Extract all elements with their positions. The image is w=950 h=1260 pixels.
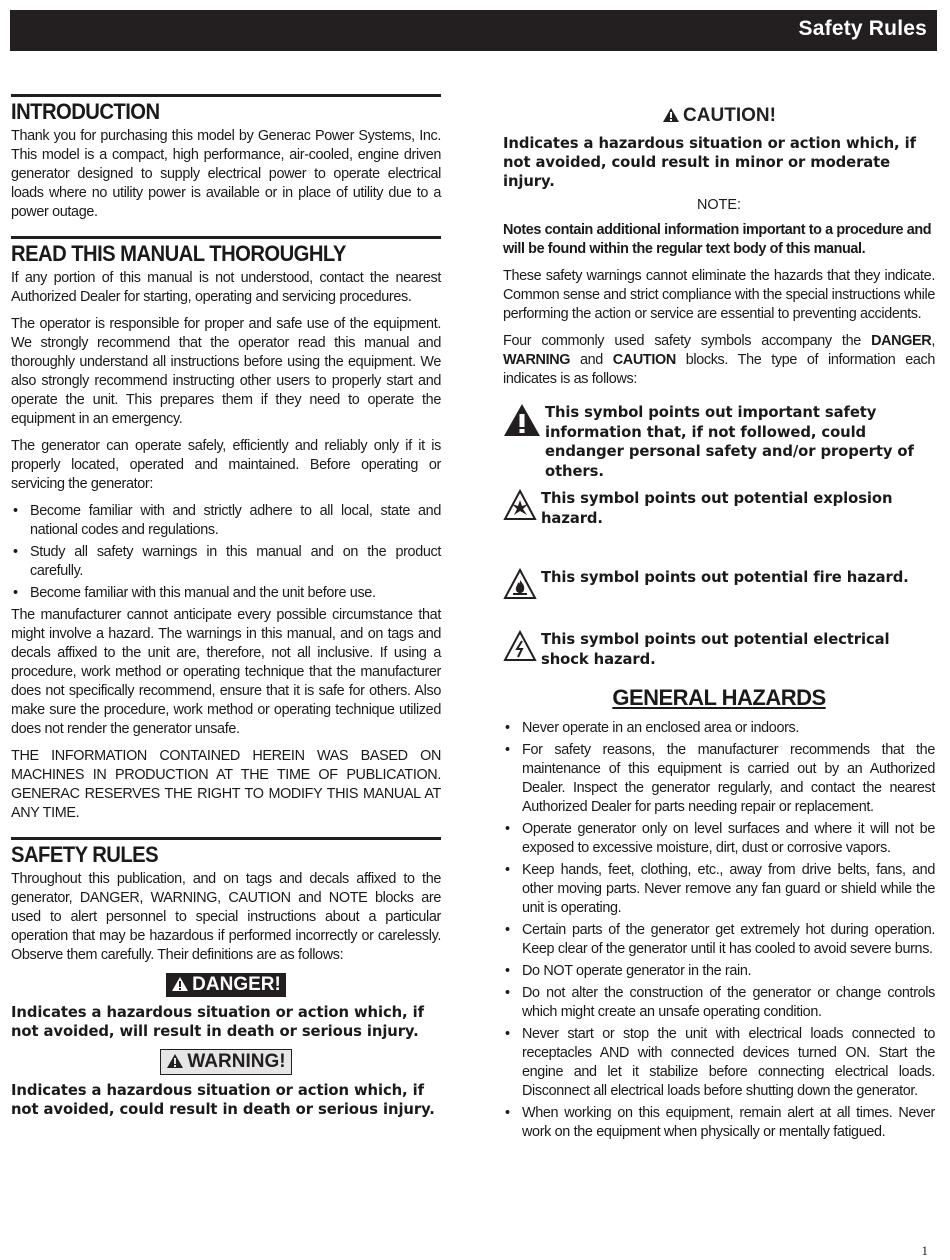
text-run: WARNING xyxy=(503,352,571,368)
caution-block xyxy=(503,104,935,128)
caution-definition: Indicates a hazardous situation or action which, if not avoided, could result in minor or moderate injury. xyxy=(503,135,916,190)
safety-rules-heading: SAFETY RULES xyxy=(11,842,159,867)
read-manual-list xyxy=(11,502,441,603)
text-run: blocks. The type of information each indicates is as follows: xyxy=(503,352,935,387)
general-hazards-heading: GENERAL HAZARDS xyxy=(612,685,826,710)
read-manual-paragraph: The operator is responsible for proper and safe use of the equipment. We strongly recommend that the operator read this manual and thoroughly understand all instructions before using the equipment. We also strongly recommend instructing other users to properly start and operate the unit. This prepares them if they need to operate the equipment in an emergency. xyxy=(11,316,441,427)
list-item: • When working on this equipment, remain alert at all times. Never work on the equipment when physically or mentally fatigued. xyxy=(503,1104,935,1142)
introduction-section xyxy=(11,94,441,222)
list-item: • For safety reasons, the manufacturer recommends that the maintenance of this equipment is carried out by an Authorized Dealer. Inspect the generator regularly, and contact the nearest Authorized Dealer for parts needing repair or replacement. xyxy=(503,741,935,817)
danger-label: DANGER! xyxy=(192,974,281,995)
section-rule xyxy=(11,837,441,840)
list-item: • Become familiar with and strictly adhere to all local, state and national codes and regulations. xyxy=(11,502,441,540)
symbol-description: This symbol points out potential electrical shock hazard. xyxy=(541,631,890,668)
section-rule xyxy=(11,94,441,97)
exclamation-icon xyxy=(503,403,541,437)
warning-label: WARNING! xyxy=(187,1051,286,1072)
symbol-description: This symbol points out potential explosion hazard. xyxy=(541,490,893,527)
page-number: 1 xyxy=(921,1243,928,1258)
introduction-heading: INTRODUCTION xyxy=(11,99,160,124)
symbol-row xyxy=(503,489,935,528)
read-manual-paragraph: THE INFORMATION CONTAINED HEREIN WAS BASED ON MACHINES IN PRODUCTION AT THE TIME OF PUBLICATION. GENERAC RESERVES THE RIGHT TO MODIFY THIS MANUAL AT ANY TIME. xyxy=(11,748,441,821)
caution-badge xyxy=(657,104,781,128)
warning-definition: Indicates a hazardous situation or action which, if not avoided, could result in death or serious injury. xyxy=(11,1082,435,1118)
text-run: , xyxy=(931,333,935,349)
introduction-body: Thank you for purchasing this model by Generac Power Systems, Inc. This model is a compact, high performance, air-cooled, engine driven generator designed to supply electrical power to operate electrical loads where no utility power is available or in place of utility due to a power outage. xyxy=(11,128,441,220)
explosion-icon xyxy=(503,489,537,521)
caution-label: CAUTION! xyxy=(683,105,776,126)
warning-triangle-icon xyxy=(662,107,680,123)
note-label: NOTE: xyxy=(697,197,741,213)
symbol-description: This symbol points out important safety information that, if not followed, could endanger personal safety and/or property of others. xyxy=(545,404,914,480)
read-manual-section xyxy=(11,236,441,823)
list-item: • Never start or stop the unit with electrical loads connected to receptacles AND with connected devices turned ON. Start the engine and let it stabilize before connecting electrical loads. Disconnect all electrical loads before shutting down the generator. xyxy=(503,1025,935,1101)
right-column xyxy=(503,104,935,1145)
header-bar xyxy=(10,10,937,51)
list-item: • Become familiar with this manual and the unit before use. xyxy=(11,584,441,603)
list-item: • Do NOT operate generator in the rain. xyxy=(503,962,935,981)
list-item: • Study all safety warnings in this manual and on the product carefully. xyxy=(11,543,441,581)
symbol-row xyxy=(503,403,935,481)
read-manual-paragraph: The manufacturer cannot anticipate every possible circumstance that might involve a hazard. The warnings in this manual, and on tags and decals affixed to the unit are, therefore, not all inclusive. If using a procedure, work method or operating technique that the manufacturer does not specifically recommend, ensure that it is safe for others. Also make sure the procedure, work method or operating technique utilized does not render the generator unsafe. xyxy=(11,607,441,737)
electrical-shock-icon xyxy=(503,630,537,662)
danger-badge xyxy=(166,973,286,997)
read-manual-paragraph: The generator can operate safely, efficiently and reliably only if it is properly located, operated and maintained. Before operating or servicing the generator: xyxy=(11,438,441,492)
left-column xyxy=(11,94,441,1135)
fire-icon xyxy=(503,568,537,600)
warning-triangle-icon xyxy=(166,1053,184,1069)
list-item: • Operate generator only on level surfaces and where it will not be exposed to excessive moisture, dirt, dust or corrosive vapors. xyxy=(503,820,935,858)
note-definition: Notes contain additional information important to a procedure and will be found within the regular text body of this manual. xyxy=(503,222,932,257)
list-item: • Never operate in an enclosed area or indoors. xyxy=(503,719,935,738)
read-manual-paragraph: If any portion of this manual is not understood, contact the nearest Authorized Dealer for starting, operating and servicing procedures. xyxy=(11,270,441,305)
safety-symbols-paragraph xyxy=(503,332,935,389)
text-run: DANGER xyxy=(871,333,932,349)
text-run: CAUTION xyxy=(612,352,676,368)
text-run: and xyxy=(570,352,613,368)
section-rule xyxy=(11,236,441,239)
safety-rules-body: Throughout this publication, and on tags and decals affixed to the generator, DANGER, WARNING, CAUTION and NOTE blocks are used to alert personnel to special instructions about a particular operation that may be hazardous if performed incorrectly or carelessly. Observe them carefully. Their definitions are as follows: xyxy=(11,871,441,963)
danger-block xyxy=(11,973,441,997)
text-run: Four commonly used safety symbols accompany the xyxy=(503,333,872,349)
warning-badge xyxy=(160,1049,291,1075)
list-item: • Do not alter the construction of the generator or change controls which might create an unsafe operating condition. xyxy=(503,984,935,1022)
warning-block xyxy=(11,1049,441,1075)
read-manual-heading: READ THIS MANUAL THOROUGHLY xyxy=(11,241,346,266)
safety-warnings-paragraph: These safety warnings cannot eliminate the hazards that they indicate. Common sense and strict compliance with the special instructions while performing the action or service are essential to preventing accidents. xyxy=(503,268,935,322)
symbol-row xyxy=(503,630,935,669)
list-item: • Keep hands, feet, clothing, etc., away from drive belts, fans, and other moving parts. Never remove any fan guard or shield while the unit is operating. xyxy=(503,861,935,918)
danger-definition: Indicates a hazardous situation or action which, if not avoided, will result in death or serious injury. xyxy=(11,1004,424,1040)
general-hazards-list xyxy=(503,719,935,1142)
page-header-title: Safety Rules xyxy=(798,17,927,40)
symbol-row xyxy=(503,568,935,600)
symbol-description: This symbol points out potential fire hazard. xyxy=(541,569,909,586)
warning-triangle-icon xyxy=(171,976,189,992)
safety-rules-section xyxy=(11,837,441,1119)
list-item: • Certain parts of the generator get extremely hot during operation. Keep clear of the generator until it has cooled to avoid severe burns. xyxy=(503,921,935,959)
